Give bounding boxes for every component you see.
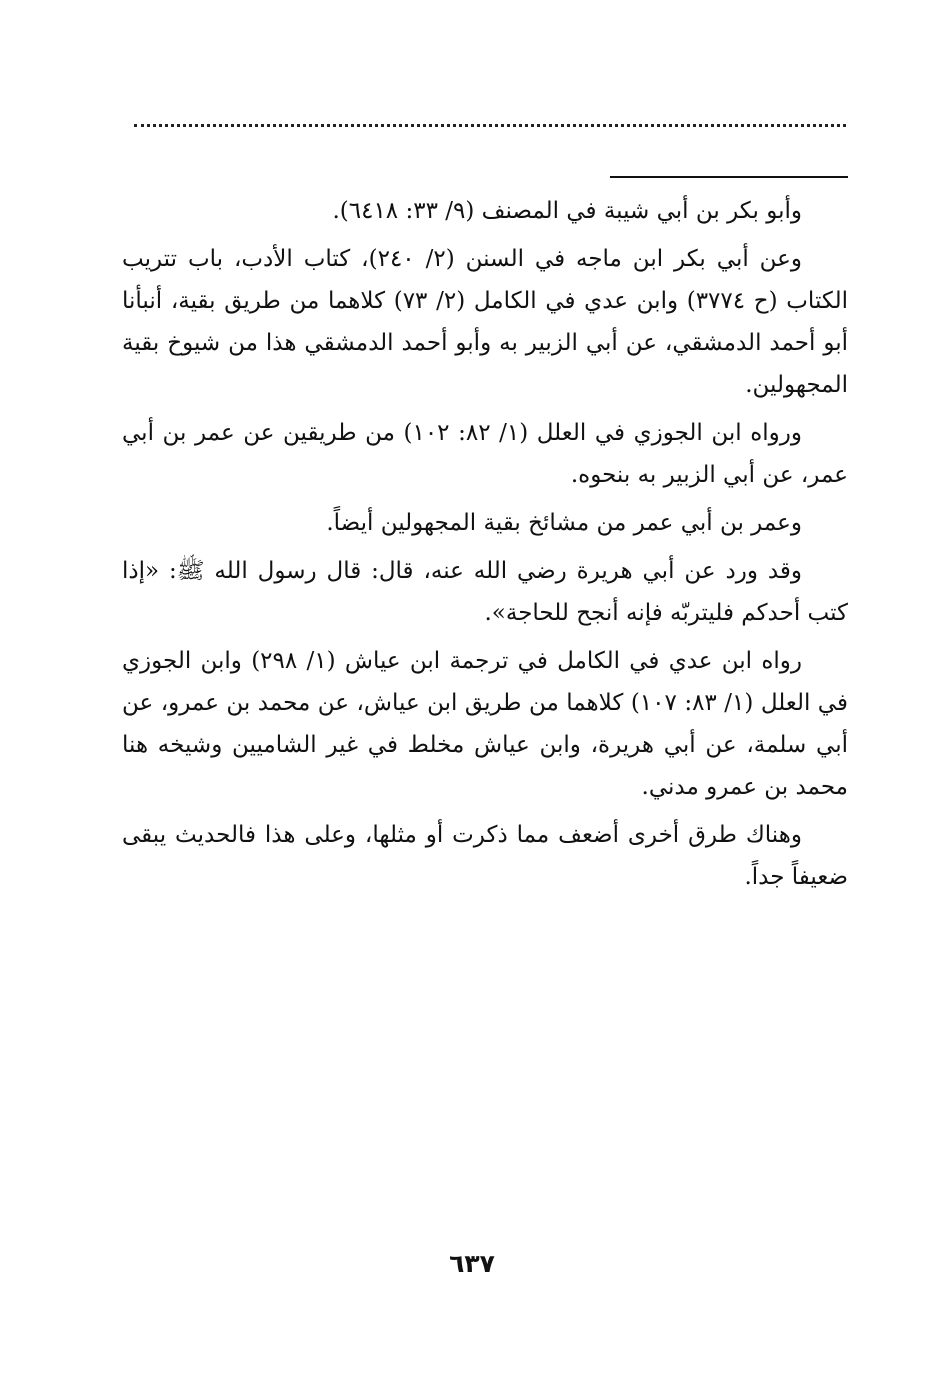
paragraph: ورواه ابن الجوزي في العلل (١/ ٨٢: ١٠٢) من طريقين عن عمر بن أبي عمر، عن أبي الزبير به بنحوه. bbox=[122, 420, 848, 488]
paragraph: رواه ابن عدي في الكامل في ترجمة ابن عياش (١/ ٢٩٨) وابن الجوزي في العلل (١/ ٨٣: ١٠٧) كلاهما من طريق ابن عياش، عن محمد بن عمرو، عن أبي سلمة، عن أبي هريرة، وابن عياش مخلط في غير الشاميين وشيخه هنا محمد بن عمرو مدني. bbox=[122, 648, 848, 800]
page-number: ٦٣٧ bbox=[449, 1249, 495, 1278]
paragraph: وعمر بن أبي عمر من مشائخ بقية المجهولين أيضاً. bbox=[326, 510, 802, 536]
footnote-dotted-separator bbox=[134, 124, 846, 127]
footnote-rule bbox=[610, 176, 848, 178]
page-body bbox=[122, 190, 848, 904]
paragraph: وقد ورد عن أبي هريرة رضي الله عنه، قال: قال رسول الله ﷺ: «إذا كتب أحدكم فليتربّه فإنه أنجح للحاجة». bbox=[122, 558, 848, 626]
paragraph: وعن أبي بكر ابن ماجه في السنن (٢/ ٢٤٠)، كتاب الأدب، باب تتريب الكتاب (ح ٣٧٧٤) وابن عدي في الكامل (٢/ ٧٣) كلاهما من طريق بقية، أنبأنا أبو أحمد الدمشقي، عن أبي الزبير به وأبو أحمد الدمشقي هذا من شيوخ بقية المجهولين. bbox=[122, 246, 848, 398]
paragraph: وأبو بكر بن أبي شيبة في المصنف (٩/ ٣٣: ٦٤١٨). bbox=[332, 198, 802, 224]
paragraph: وهناك طرق أخرى أضعف مما ذكرت أو مثلها، وعلى هذا فالحديث يبقى ضعيفاً جداً. bbox=[122, 822, 848, 890]
